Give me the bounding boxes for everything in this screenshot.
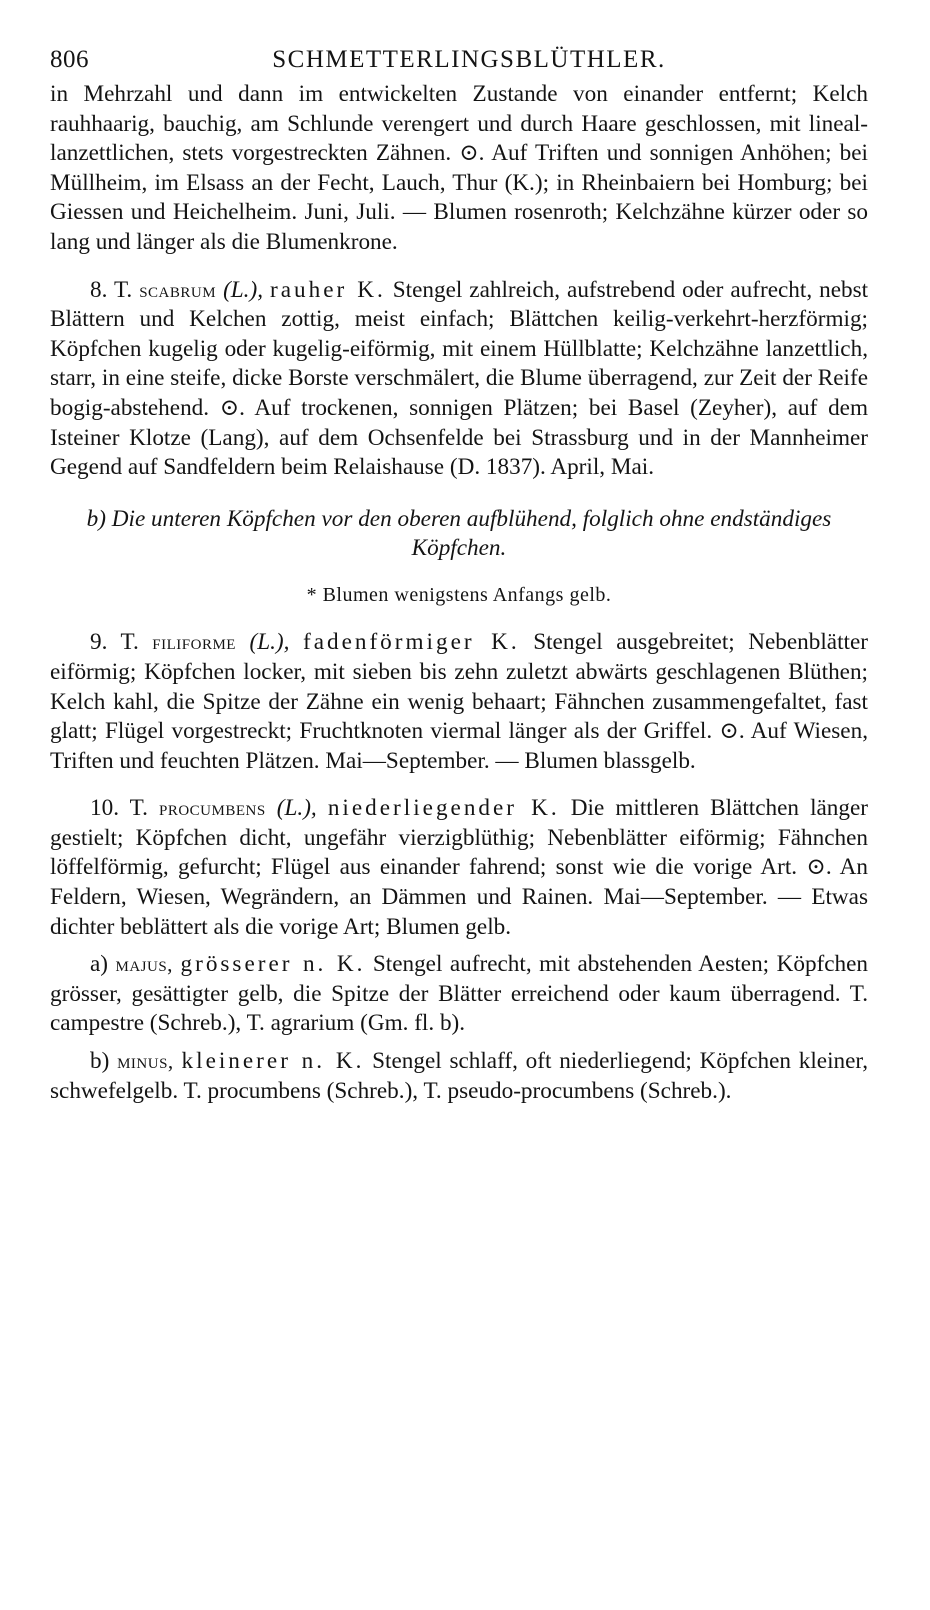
entry-number: 8. T. [90,276,133,303]
variety-b-minus [50,1047,868,1106]
entry-8-scabrum [50,276,868,483]
book-page [50,40,868,1106]
entry-text: Stengel zahlreich, aufstrebend oder aufrecht, nebst Blättern und Kelchen zottig, meist einfach; Blättchen keilig-verkehrt-herzförmig; Köpfchen kugelig oder kugelig-eiförmig, mit einem Hüllblatte; Kelchzähne lanzettlich, starr, in eine steife, dicke Borste verschmälert, die Blume überragend, zur Zeit der Reife bogig-abstehend. ⊙. Auf trockenen, sonnigen Plätzen; bei Basel (Zeyher), auf dem Isteiner Klotze (Lang), auf dem Ochsenfelde bei Strassburg und in der Mannheimer Gegend auf Sandfeldern beim Relaishause (D. 1837). April, Mai. [50,276,869,481]
variety-name: minus, [117,1049,174,1074]
common-name: rauher K. [270,276,386,303]
subsection-heading: * Blumen wenigstens Anfangs gelb. [306,583,612,606]
authority: (L.), [276,795,317,822]
running-title: SCHMETTERLINGSBLÜTHLER. [272,46,666,73]
entry-text: Die mittleren Blättchen länger gestielt; Köpfchen dicht, ungefähr vierzigblüthig; Nebenblätter eiförmig; Fähnchen löffelförmig, gefurcht; Flügel aus einander fahrend; sonst wie die vorige Art. ⊙. An Feldern, Wiesen, Wegrändern, an Dämmen und Rainen. Mai—September. — Etwas dichter beblättert als die vorige Art; Blumen gelb. [50,795,869,940]
species-name: procumbens [159,796,266,821]
common-name: kleinerer n. K. [181,1048,365,1075]
variety-a-majus [50,950,868,1039]
page-number: 806 [50,46,89,73]
variety-text: Stengel schlaff, oft niederliegend; Köpfchen kleiner, schwefelgelb. T. procumbens (Schreb.), T. pseudo-procumbens (Schreb.). [50,1048,869,1104]
common-name: fadenförmiger K. [302,629,520,656]
variety-label: b) [90,1048,110,1075]
authority: (L.), [223,276,263,303]
paragraph-continuation: in Mehrzahl und dann im entwickelten Zustande von einander entfernt; Kelch rauhhaarig, bauchig, am Schlunde verengert und durch Haare geschlossen, mit lineal-lanzettlichen, stets vorgestreckten Zähnen. ⊙. Auf Triften und sonnigen Anhöhen; bei Müllheim, im Elsass an der Fecht, Lauch, Thur (K.); in Rheinbaiern bei Homburg; bei Giessen und Heichelheim. Juni, Juli. — Blumen rosenroth; Kelchzähne kürzer oder so lang und länger als die Blumenkrone. [50,81,868,255]
species-name: filiforme [152,630,236,655]
section-heading-b: b) Die unteren Köpfchen vor den oberen aufblühend, folglich ohne endständiges Köpfchen. [86,505,832,561]
authority: (L.), [249,629,290,656]
species-name: scabrum [139,277,217,302]
entry-10-procumbens [50,794,868,942]
entry-text: Stengel ausgebreitet; Nebenblätter eiförmig; Köpfchen locker, mit sieben bis zehn zuletzt abwärts geschlagenen Blüthen; Kelch kahl, die Spitze der Zähne ein wenig behaart; Fähnchen zusammengefaltet, fast glatt; Flügel vorgestreckt; Fruchtknoten viermal länger als der Griffel. ⊙. Auf Wiesen, Triften und feuchten Plätzen. Mai—September. — Blumen blassgelb. [50,629,868,774]
page-header [50,40,868,80]
entry-number: 9. T. [90,629,139,656]
variety-text: Stengel aufrecht, mit abstehenden Aesten; Köpfchen grösser, gesättigter gelb, die Spitze der Blätter erreichend oder kaum überragend. T. campestre (Schreb.), T. agrarium (Gm. fl. b). [50,951,869,1037]
entry-number: 10. T. [90,795,148,822]
variety-label: a) [90,951,109,978]
common-name: grösserer n. K. [180,951,366,978]
variety-name: majus, [115,952,174,977]
common-name: niederliegender K. [327,795,560,822]
page-body [50,80,868,1106]
entry-9-filiforme [50,628,868,776]
